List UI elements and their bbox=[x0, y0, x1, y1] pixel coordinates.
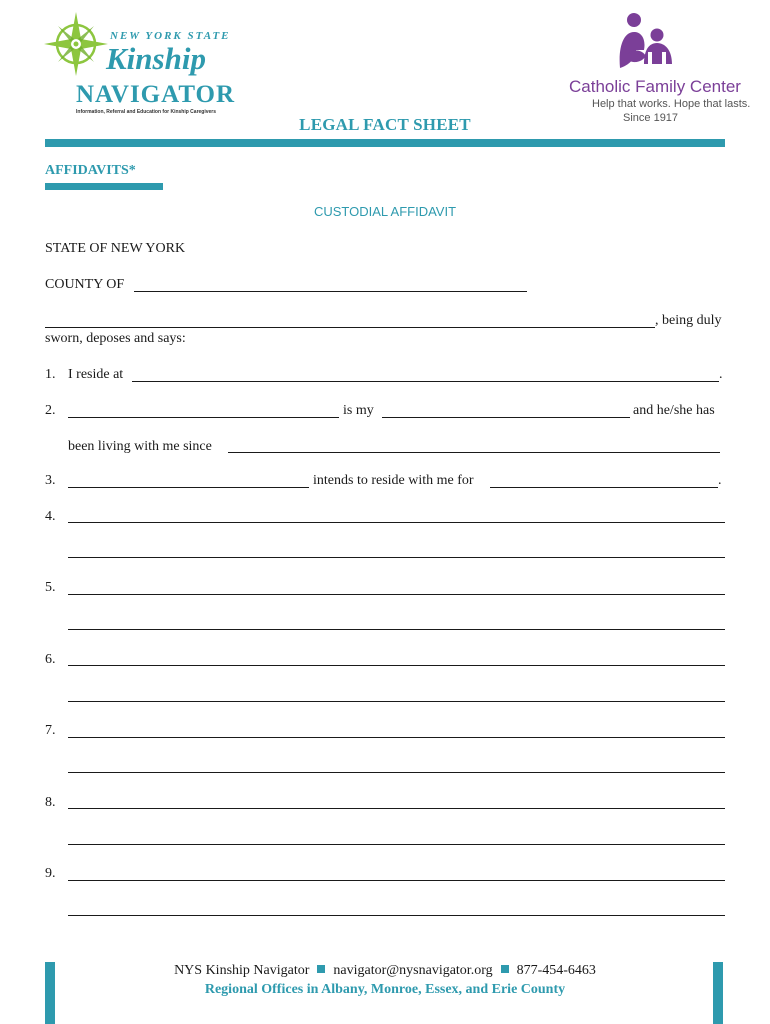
affiant-name-field[interactable] bbox=[45, 327, 655, 328]
compass-star-icon bbox=[44, 10, 244, 118]
county-field[interactable] bbox=[134, 291, 527, 292]
section-label: AFFIDAVITS* bbox=[45, 163, 136, 178]
catholic-family-center-logo bbox=[562, 10, 751, 128]
item-number-6: 6. bbox=[45, 652, 56, 667]
item8-line1[interactable] bbox=[68, 808, 725, 809]
item6-line2[interactable] bbox=[68, 701, 725, 702]
residence-field[interactable] bbox=[132, 381, 719, 382]
page-title: LEGAL FACT SHEET bbox=[299, 115, 471, 134]
family-figures-icon bbox=[562, 10, 751, 128]
item-number-8: 8. bbox=[45, 795, 56, 810]
square-bullet-icon bbox=[501, 965, 509, 973]
logo-tagline: Information, Referral and Education for Kinship Caregivers bbox=[76, 109, 217, 115]
item7-line2[interactable] bbox=[68, 772, 725, 773]
footer-phone: 877-454-6463 bbox=[516, 963, 596, 978]
child-name-field-2[interactable] bbox=[68, 487, 309, 488]
item-number-9: 9. bbox=[45, 866, 56, 881]
item5-line2[interactable] bbox=[68, 629, 725, 630]
cfc-slogan: Help that works. Hope that lasts. bbox=[592, 98, 751, 110]
footer-contact bbox=[0, 963, 770, 979]
item9-line2[interactable] bbox=[68, 915, 725, 916]
item1-period: . bbox=[719, 367, 723, 382]
item5-line1[interactable] bbox=[68, 594, 725, 595]
relationship-field[interactable] bbox=[382, 417, 630, 418]
item-number-3: 3. bbox=[45, 473, 56, 488]
county-label: COUNTY OF bbox=[45, 277, 125, 292]
cfc-since: Since 1917 bbox=[623, 112, 679, 124]
state-line: STATE OF NEW YORK bbox=[45, 241, 186, 256]
item-number-5: 5. bbox=[45, 580, 56, 595]
section-underline bbox=[45, 183, 163, 190]
item2-is-my: is my bbox=[343, 403, 374, 418]
item2-tail: and he/she has bbox=[633, 403, 715, 418]
item6-line1[interactable] bbox=[68, 665, 725, 666]
item2-continuation: been living with me since bbox=[68, 439, 212, 454]
kinship-navigator-logo bbox=[44, 10, 244, 118]
child-name-field[interactable] bbox=[68, 417, 339, 418]
item-number-1: 1. bbox=[45, 367, 56, 382]
form-subtitle: CUSTODIAL AFFIDAVIT bbox=[313, 204, 457, 219]
living-since-field[interactable] bbox=[228, 452, 720, 453]
logo-line3: NAVIGATOR bbox=[76, 81, 236, 108]
duration-field[interactable] bbox=[490, 487, 718, 488]
item8-line2[interactable] bbox=[68, 844, 725, 845]
footer-offices: Regional Offices in Albany, Monroe, Essex, and Erie County bbox=[204, 982, 566, 997]
logo-line1: NEW YORK STATE bbox=[110, 30, 231, 42]
item-number-4: 4. bbox=[45, 509, 56, 524]
being-duly-text: , being duly bbox=[655, 313, 722, 328]
square-bullet-icon bbox=[317, 965, 325, 973]
item7-line1[interactable] bbox=[68, 737, 725, 738]
item4-line1[interactable] bbox=[68, 522, 725, 523]
item3-text: intends to reside with me for bbox=[313, 473, 474, 488]
item1-text: I reside at bbox=[68, 367, 124, 382]
item9-line1[interactable] bbox=[68, 880, 725, 881]
item-number-7: 7. bbox=[45, 723, 56, 738]
sworn-text: sworn, deposes and says: bbox=[45, 331, 186, 346]
footer-org: NYS Kinship Navigator bbox=[174, 963, 310, 978]
header-divider bbox=[45, 139, 725, 147]
footer-email[interactable]: navigator@nysnavigator.org bbox=[333, 963, 493, 978]
logo-line2: Kinship bbox=[106, 41, 206, 76]
cfc-name: Catholic Family Center bbox=[569, 77, 741, 96]
item-number-2: 2. bbox=[45, 403, 56, 418]
item4-line2[interactable] bbox=[68, 557, 725, 558]
item3-period: . bbox=[718, 473, 722, 488]
